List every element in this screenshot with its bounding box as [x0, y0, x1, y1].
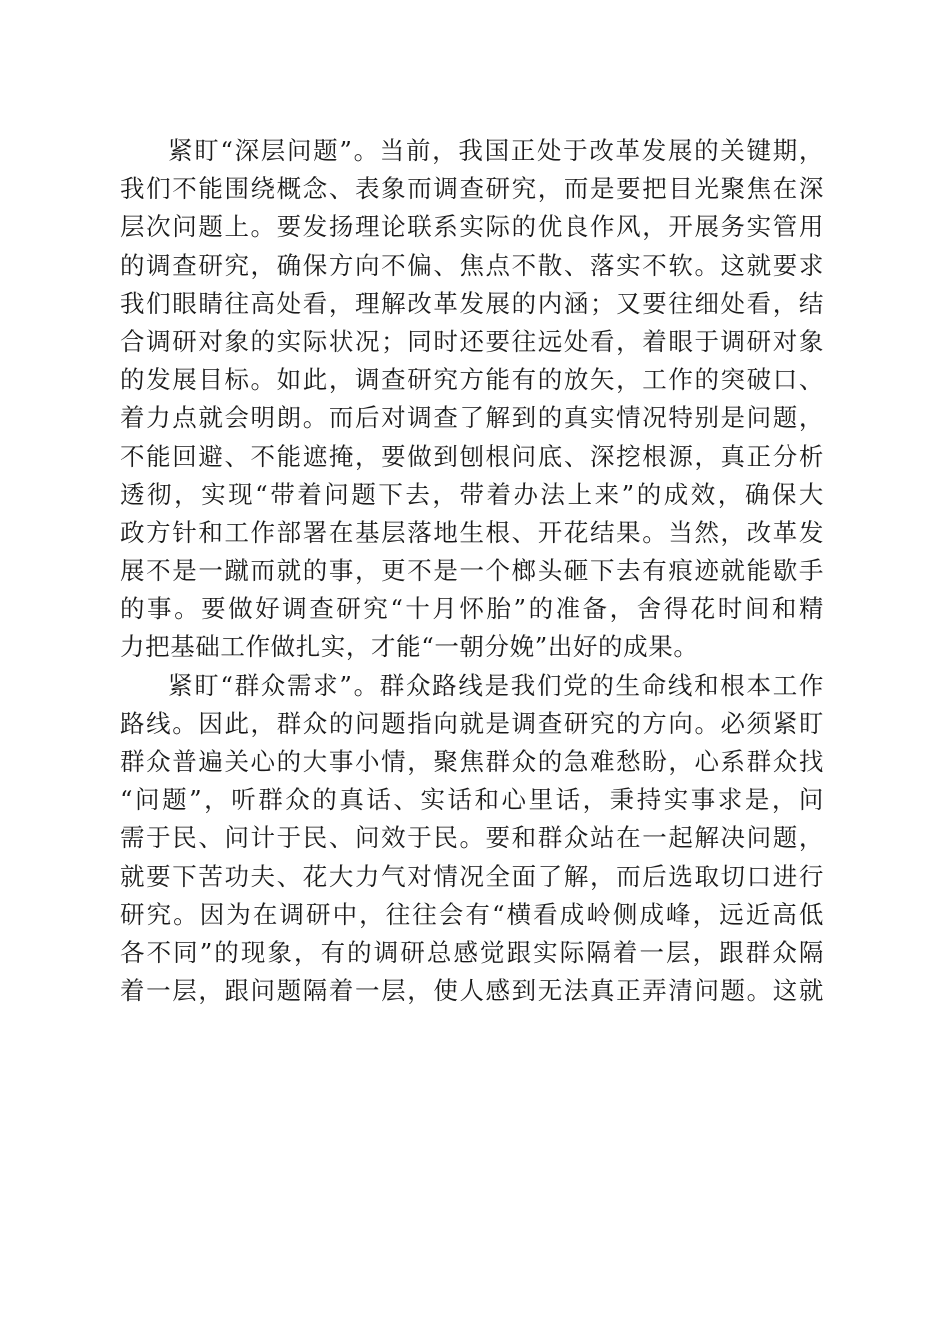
text-line: 紧盯“深层问题”。当前，我国正处于改革发展的关键期，	[168, 136, 824, 165]
paragraph-mass-needs	[120, 667, 824, 1011]
text-line: 透彻，实现“带着问题下去，带着办法上来”的成效，确保大	[120, 479, 824, 509]
text-line: 的事。要做好调查研究“十月怀胎”的准备，舍得花时间和精	[120, 594, 824, 624]
text-line: 群众普遍关心的大事小情，聚焦群众的急难愁盼，心系群众找	[120, 747, 824, 776]
text-line: 就要下苦功夫、花大力气对情况全面了解，而后选取切口进行	[120, 861, 824, 891]
text-line: 的发展目标。如此，调查研究方能有的放矢，工作的突破口、	[120, 365, 824, 395]
text-line: 合调研对象的实际状况；同时还要往远处看，着眼于调研对象	[120, 326, 824, 356]
paragraph-deep-problems	[120, 132, 824, 667]
text-line: 研究。因为在调研中，往往会有“横看成岭侧成峰，远近高低	[120, 899, 824, 929]
text-line: “问题”，听群众的真话、实话和心里话，秉持实事求是，问	[120, 785, 824, 815]
text-line: 政方针和工作部署在基层落地生根、开花结果。当然，改革发	[120, 517, 824, 547]
text-line: 各不同”的现象，有的调研总感觉跟实际隔着一层，跟群众隔	[120, 937, 824, 967]
text-line: 展不是一蹴而就的事，更不是一个榔头砸下去有痕迹就能歇手	[120, 556, 824, 586]
text-line: 力把基础工作做扎实，才能“一朝分娩”出好的成果。	[120, 632, 699, 662]
text-line: 层次问题上。要发扬理论联系实际的优良作风，开展务实管用	[120, 212, 824, 242]
text-line: 着一层，跟问题隔着一层，使人感到无法真正弄清问题。这就	[120, 976, 824, 1006]
text-line: 路线。因此，群众的问题指向就是调查研究的方向。必须紧盯	[120, 708, 824, 738]
text-line: 不能回避、不能遮掩，要做到刨根问底、深挖根源，真正分析	[120, 441, 824, 471]
text-line: 需于民、问计于民、问效于民。要和群众站在一起解决问题，	[120, 823, 824, 853]
text-line: 着力点就会明朗。而后对调查了解到的真实情况特别是问题，	[120, 403, 824, 433]
text-line: 的调查研究，确保方向不偏、焦点不散、落实不软。这就要求	[120, 250, 824, 280]
text-line: 紧盯“群众需求”。群众路线是我们党的生命线和根本工作	[168, 670, 824, 700]
text-line: 我们不能围绕概念、表象而调查研究，而是要把目光聚焦在深	[120, 174, 824, 204]
text-line: 我们眼睛往高处看，理解改革发展的内涵；又要往细处看，结	[120, 288, 824, 318]
body-text	[120, 132, 824, 1010]
